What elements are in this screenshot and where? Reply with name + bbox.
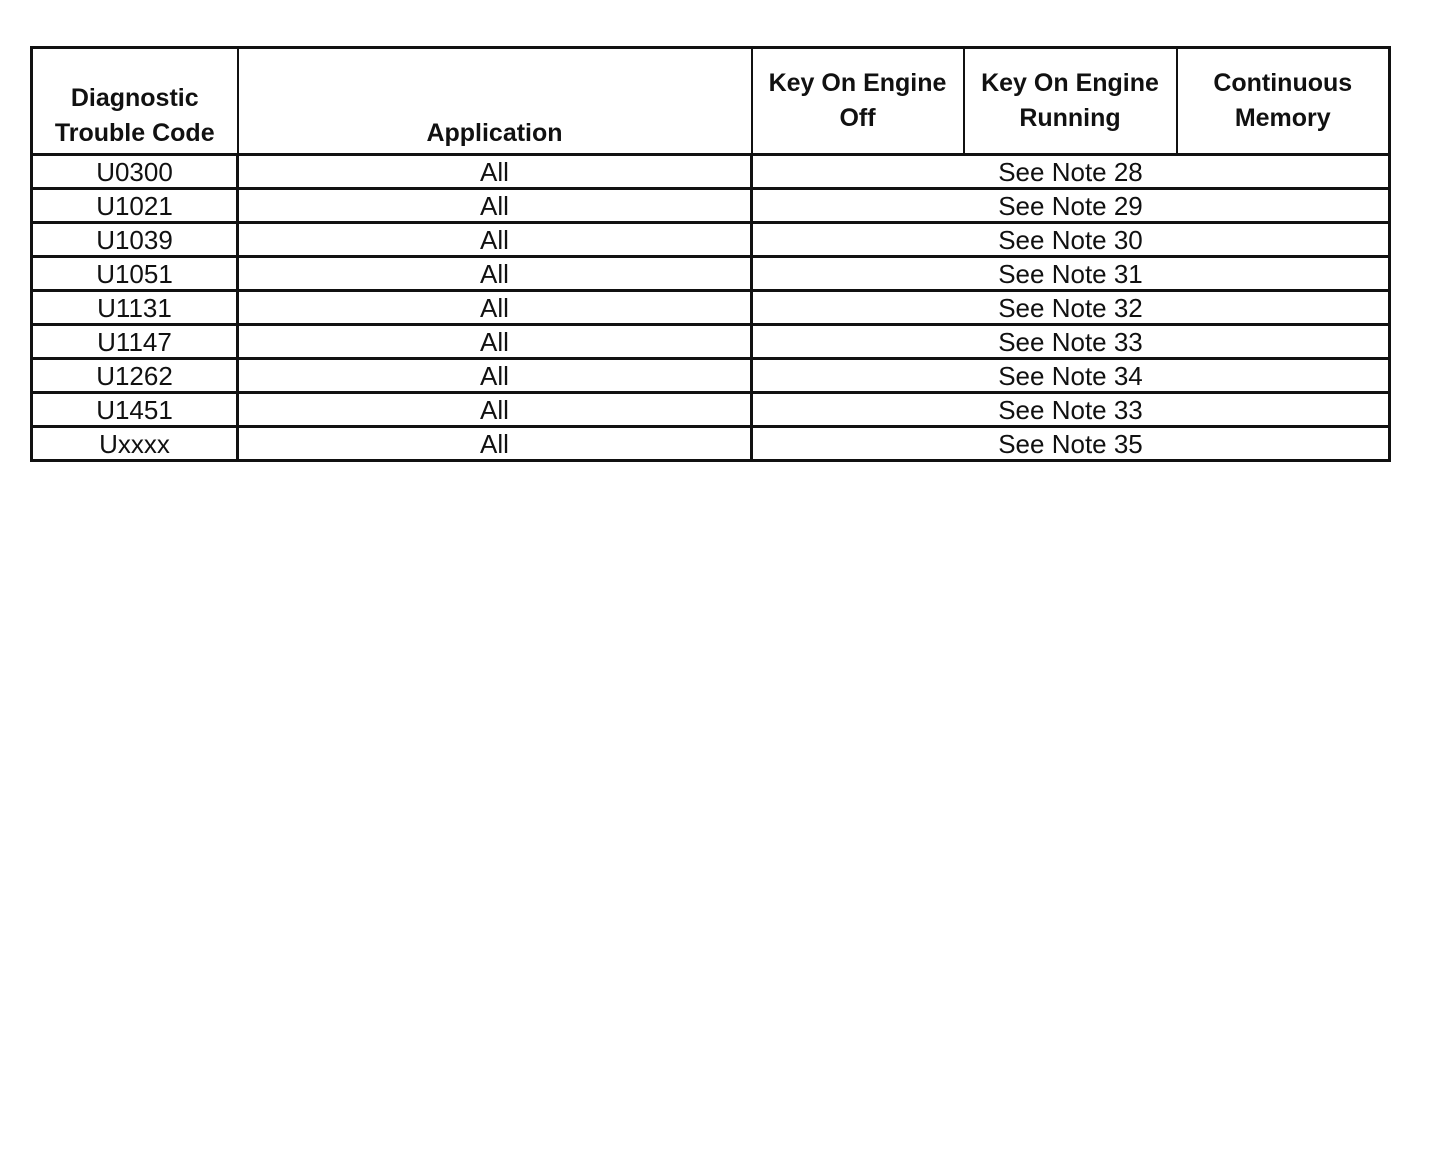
table-row bbox=[32, 427, 1390, 461]
dtc-code-cell: U1051 bbox=[32, 257, 238, 291]
table-row bbox=[32, 223, 1390, 257]
header-cm-line1: Continuous bbox=[1213, 69, 1353, 97]
dtc-code-cell: U1021 bbox=[32, 189, 238, 223]
dtc-code-cell: Uxxxx bbox=[32, 427, 238, 461]
header-koer bbox=[964, 48, 1177, 155]
application-cell: All bbox=[238, 427, 752, 461]
dtc-code-cell: U1262 bbox=[32, 359, 238, 393]
header-dtc-line1: Diagnostic bbox=[70, 84, 199, 112]
application-cell: All bbox=[238, 291, 752, 325]
table-row bbox=[32, 155, 1390, 189]
note-cell: See Note 31 bbox=[752, 257, 1390, 291]
table-body bbox=[32, 155, 1390, 461]
header-row bbox=[32, 48, 1390, 155]
header-koer-line1: Key On Engine bbox=[981, 69, 1159, 97]
header-continuous-memory bbox=[1177, 48, 1390, 155]
dtc-table bbox=[30, 46, 1391, 462]
note-cell: See Note 29 bbox=[752, 189, 1390, 223]
header-koeo-line1: Key On Engine bbox=[768, 69, 947, 97]
note-cell: See Note 33 bbox=[752, 325, 1390, 359]
note-cell: See Note 32 bbox=[752, 291, 1390, 325]
table-row bbox=[32, 325, 1390, 359]
table-header bbox=[32, 48, 1390, 155]
application-cell: All bbox=[238, 223, 752, 257]
header-dtc bbox=[32, 48, 238, 155]
table-row bbox=[32, 257, 1390, 291]
dtc-code-cell: U1039 bbox=[32, 223, 238, 257]
header-koer-line2: Running bbox=[1019, 104, 1121, 132]
header-cm-line2: Memory bbox=[1234, 104, 1331, 132]
dtc-code-cell: U1147 bbox=[32, 325, 238, 359]
header-application bbox=[238, 48, 752, 155]
header-koeo bbox=[752, 48, 964, 155]
table-row bbox=[32, 189, 1390, 223]
application-cell: All bbox=[238, 189, 752, 223]
note-cell: See Note 34 bbox=[752, 359, 1390, 393]
note-cell: See Note 30 bbox=[752, 223, 1390, 257]
dtc-code-cell: U1451 bbox=[32, 393, 238, 427]
header-dtc-line2: Trouble Code bbox=[54, 119, 215, 147]
application-cell: All bbox=[238, 325, 752, 359]
note-cell: See Note 28 bbox=[752, 155, 1390, 189]
application-cell: All bbox=[238, 257, 752, 291]
application-cell: All bbox=[238, 393, 752, 427]
note-cell: See Note 35 bbox=[752, 427, 1390, 461]
table-row bbox=[32, 291, 1390, 325]
application-cell: All bbox=[238, 359, 752, 393]
note-cell: See Note 33 bbox=[752, 393, 1390, 427]
header-application-label: Application bbox=[426, 119, 563, 147]
table-row bbox=[32, 393, 1390, 427]
table-row bbox=[32, 359, 1390, 393]
header-koeo-line2: Off bbox=[839, 104, 876, 132]
application-cell: All bbox=[238, 155, 752, 189]
dtc-code-cell: U0300 bbox=[32, 155, 238, 189]
dtc-code-cell: U1131 bbox=[32, 291, 238, 325]
